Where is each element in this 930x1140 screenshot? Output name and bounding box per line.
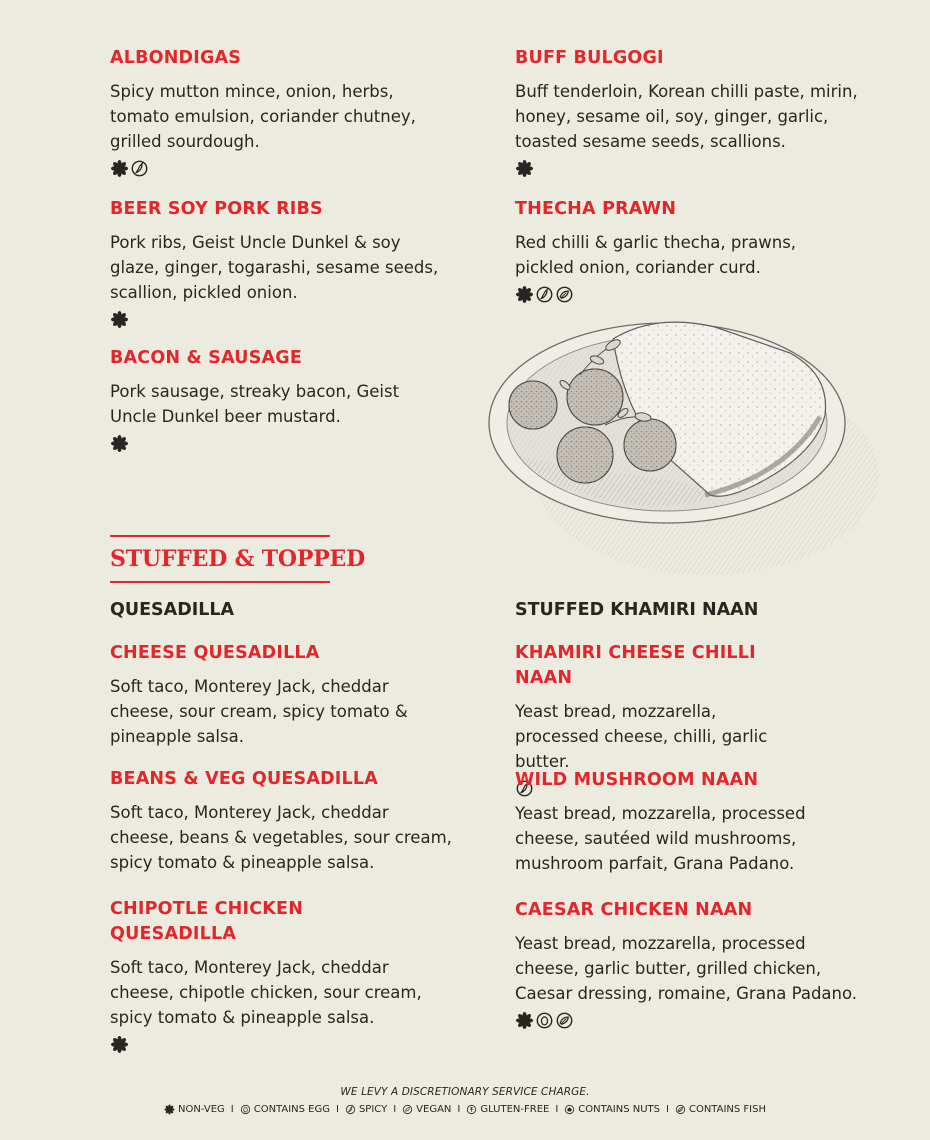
nonveg-icon <box>515 159 534 178</box>
menu-item-wild-mushroom-naan <box>515 768 815 876</box>
nuts-icon <box>564 1104 575 1115</box>
nonveg-icon <box>164 1104 175 1115</box>
item-title: CHEESE QUESADILLA <box>110 643 320 663</box>
legend-separator: I <box>666 1104 669 1115</box>
menu-item-albondigas <box>110 46 440 179</box>
legend-label: CONTAINS EGG <box>253 1104 330 1115</box>
legend-label: GLUTEN-FREE <box>480 1104 550 1115</box>
legend-separator: I <box>393 1104 397 1115</box>
vegan-icon <box>402 1104 413 1115</box>
legend-item <box>164 1104 225 1115</box>
nonveg-icon <box>110 434 129 453</box>
legend-separator: I <box>336 1104 339 1115</box>
item-description: Soft taco, Monterey Jack, cheddar cheese, chipotle chicken, sour cream, spicy tomato & pineapple salsa. <box>110 958 422 1027</box>
menu-item-thecha-prawn <box>515 197 845 305</box>
legend-label: VEGAN <box>416 1104 452 1115</box>
legend-item <box>402 1104 451 1115</box>
legend-item <box>675 1104 766 1115</box>
dietary-icons <box>110 432 440 454</box>
dietary-icons <box>515 283 845 305</box>
fish-icon <box>555 285 574 304</box>
item-description: Buff tenderloin, Korean chilli paste, mirin, honey, sesame oil, soy, ginger, garlic, toasted sesame seeds, scallions. <box>515 82 858 151</box>
item-title: THECHA PRAWN <box>515 199 677 219</box>
menu-item-chipotle-chicken-quesadilla <box>110 897 440 1055</box>
nonveg-icon <box>515 1011 534 1030</box>
item-title: KHAMIRI CHEESE CHILLI NAAN <box>515 643 756 688</box>
item-description: Soft taco, Monterey Jack, cheddar cheese, beans & vegetables, sour cream, spicy tomato & pineapple salsa. <box>110 803 452 872</box>
egg-icon <box>535 1011 554 1030</box>
menu-item-caesar-chicken-naan <box>515 898 865 1031</box>
legend-separator: I <box>457 1104 461 1115</box>
menu-item-beer-soy-pork-ribs <box>110 197 440 330</box>
legend-item <box>466 1104 549 1115</box>
item-description: Yeast bread, mozzarella, processed cheese, garlic butter, grilled chicken, Caesar dressing, romaine, Grana Padano. <box>515 934 858 1003</box>
fish-icon <box>555 1011 574 1030</box>
legend-item <box>240 1104 330 1115</box>
legend-separator: I <box>555 1104 559 1115</box>
spicy-icon <box>535 285 554 304</box>
item-title: BACON & SAUSAGE <box>110 348 302 368</box>
spicy-icon <box>345 1104 356 1115</box>
item-description: Yeast bread, mozzarella, processed cheese, chilli, garlic butter. <box>515 702 768 771</box>
item-title: WILD MUSHROOM NAAN <box>515 770 759 790</box>
legend-label: SPICY <box>358 1104 388 1115</box>
item-title: BUFF BULGOGI <box>515 48 664 68</box>
subheading-quesadilla: QUESADILLA <box>110 600 235 620</box>
plate-illustration <box>485 305 890 585</box>
legend-label: CONTAINS NUTS <box>578 1104 661 1115</box>
dietary-icons <box>110 1033 440 1055</box>
item-description: Soft taco, Monterey Jack, cheddar cheese, sour cream, spicy tomato & pineapple salsa. <box>110 677 408 746</box>
item-title: BEANS & VEG QUESADILLA <box>110 769 378 789</box>
nonveg-icon <box>110 310 129 329</box>
dietary-icons <box>515 1009 865 1031</box>
legend-item <box>564 1104 660 1115</box>
menu-item-cheese-quesadilla <box>110 641 440 749</box>
fish-icon <box>675 1104 686 1115</box>
spicy-icon <box>130 159 149 178</box>
section-heading: STUFFED & TOPPED <box>110 535 330 583</box>
item-title: BEER SOY PORK RIBS <box>110 199 323 219</box>
nonveg-icon <box>110 1035 129 1054</box>
legend-label: NON-VEG <box>178 1104 225 1115</box>
item-description: Spicy mutton mince, onion, herbs, tomato emulsion, coriander chutney, grilled sourdough. <box>110 82 416 151</box>
item-description: Red chilli & garlic thecha, prawns, pickled onion, coriander curd. <box>515 233 797 277</box>
dietary-icons <box>110 308 440 330</box>
nonveg-icon <box>110 159 129 178</box>
dietary-icons <box>110 157 440 179</box>
menu-item-beans-veg-quesadilla <box>110 767 455 875</box>
item-title: CAESAR CHICKEN NAAN <box>515 900 753 920</box>
item-description: Pork sausage, streaky bacon, Geist Uncle Dunkel beer mustard. <box>110 382 400 426</box>
item-title: CHIPOTLE CHICKEN QUESADILLA <box>110 899 304 944</box>
legend-label: CONTAINS FISH <box>688 1104 766 1115</box>
legend-separator: I <box>230 1104 234 1115</box>
legend-item <box>345 1104 387 1115</box>
item-title: ALBONDIGAS <box>110 48 242 68</box>
dietary-legend <box>0 1104 930 1115</box>
menu-item-buff-bulgogi <box>515 46 875 179</box>
nonveg-icon <box>515 285 534 304</box>
menu-item-bacon-sausage <box>110 346 440 454</box>
gluten-free-icon <box>466 1104 477 1115</box>
item-description: Yeast bread, mozzarella, processed cheese, sautéed wild mushrooms, mushroom parfait, Grana Padano. <box>515 804 806 873</box>
dietary-icons <box>515 157 875 179</box>
subheading-stuffed-khamiri-naan: STUFFED KHAMIRI NAAN <box>515 600 759 620</box>
service-charge-note: WE LEVY A DISCRETIONARY SERVICE CHARGE. <box>340 1086 590 1098</box>
egg-icon <box>240 1104 251 1115</box>
item-description: Pork ribs, Geist Uncle Dunkel & soy glaze, ginger, togarashi, sesame seeds, scallion, pickled onion. <box>110 233 439 302</box>
